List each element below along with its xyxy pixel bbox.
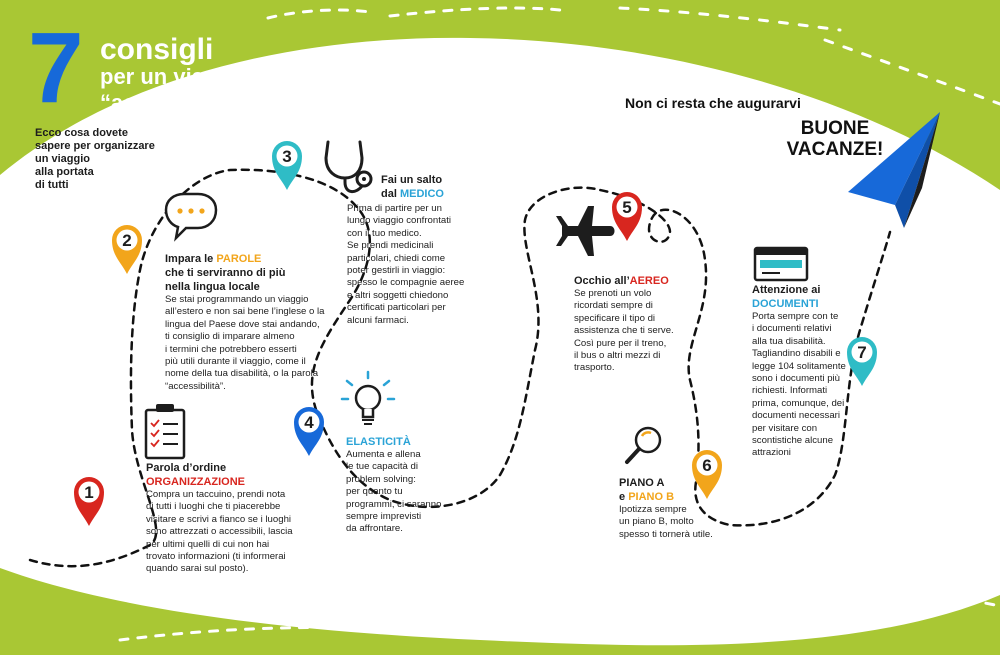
tip-3-heading: Fai un salto dal MEDICO [381,174,444,200]
tip-6 [619,476,739,541]
tips-count: 7 [28,12,82,124]
intro-line: alla portata [35,166,94,178]
tip-2-keyword: PAROLE [216,253,262,265]
tip-5-body: Se prenoti un volo ricordati sempre di specificare il tipo di assistenza che ti serve. Così pure per il treno, il bus o altri mezzi di trasporto. [574,288,674,374]
intro-line: Ecco cosa dovete [35,127,128,139]
tip-7-body: Porta sempre con te i documenti relativi alla tua disabilità. Tagliandino disabili e legge 104 solitamente sono i documenti più richiesti. Informati prima, comunque, dei documenti necessari per visitare con scontistiche alcune attrazioni [752,311,846,459]
tip-6-body: Ipotizza sempre un piano B, molto spesso ti tornerà utile. [619,504,713,540]
tip-5-keyword: AEREO [629,275,669,287]
tip-4-body: Aumenta e allena le tue capacità di problem solving: per quanto tu programmi, ci saranno sempre imprevisti da affrontare. [346,449,442,535]
tip-5-heading: Occhio all’AEREO [574,275,669,287]
tip-7-keyword: DOCUMENTI [752,298,819,310]
tip-1-body: Compra un taccuino, prendi nota di tutti i luoghi che ti piacerebbe visitare e scrivi a fianco se i luoghi sono attrezzati o accessibili, lascia per ultimi quelli di cui non hai trovato informazioni (ti informerai quando sarai sul posto). [146,489,293,575]
title-line-3: “accessibile” [100,90,240,115]
title-line-2: per un viaggio [100,64,251,89]
pin-number: 1 [84,483,94,502]
pin-number: 4 [304,413,314,432]
pin-number: 2 [122,231,132,250]
tip-4-heading [346,435,466,449]
tip-3 [347,173,477,327]
intro-text [35,127,205,192]
title-line-1: consigli [100,33,214,66]
intro-line: un viaggio [35,153,90,165]
tip-2-heading: Impara le PAROLE che ti serviranno di più nella lingua locale [165,253,286,293]
tip-4 [346,435,466,536]
closing-wish: Non ci resta che augurarvi [625,95,801,111]
clipboard-checklist-icon [146,404,184,458]
tip-6-heading: PIANO A e PIANO B [619,477,675,503]
tip-4-keyword: ELASTICITÀ [346,436,411,448]
tip-3-keyword: MEDICO [399,188,444,200]
pin-number: 6 [702,456,712,475]
pin-number: 7 [857,343,867,362]
pin-number: 5 [622,198,632,217]
tip-5 [574,274,704,375]
tip-1-heading: Parola d’ordine ORGANIZZAZIONE [146,461,326,489]
tip-2 [165,252,345,393]
intro-line: sapere per organizzare [35,140,155,152]
tip-1-keyword: ORGANIZZAZIONE [146,476,245,488]
tip-3-body: Prima di partire per un lungo viaggio confrontati con il tuo medico. Se prendi medicinali particolari, chiedi come poter gestirli in viaggio: spesso le compagnie aeree e altri soggetti chiedono certificati particolari per alcuni farmaci. [347,203,465,326]
id-card-icon [755,248,807,280]
tip-6-keyword: PIANO B [628,491,675,503]
closing-greeting: BUONE VACANZE! [786,118,884,160]
tip-1 [146,461,326,576]
tip-2-body: Se stai programmando un viaggio all’estero e non sai bene l’inglese o la lingua del Paese dove stai andando, ti consiglio di imparare almeno i termini che potrebbero esserti più utili durante il viaggio, come il nome della tua disabilità, o la parola “accessibilità”. [165,294,325,392]
intro-line: di tutti [35,179,69,191]
pin-number: 3 [282,147,292,166]
tip-7-heading: Attenzione ai DOCUMENTI [752,283,872,311]
tip-7 [752,283,872,460]
